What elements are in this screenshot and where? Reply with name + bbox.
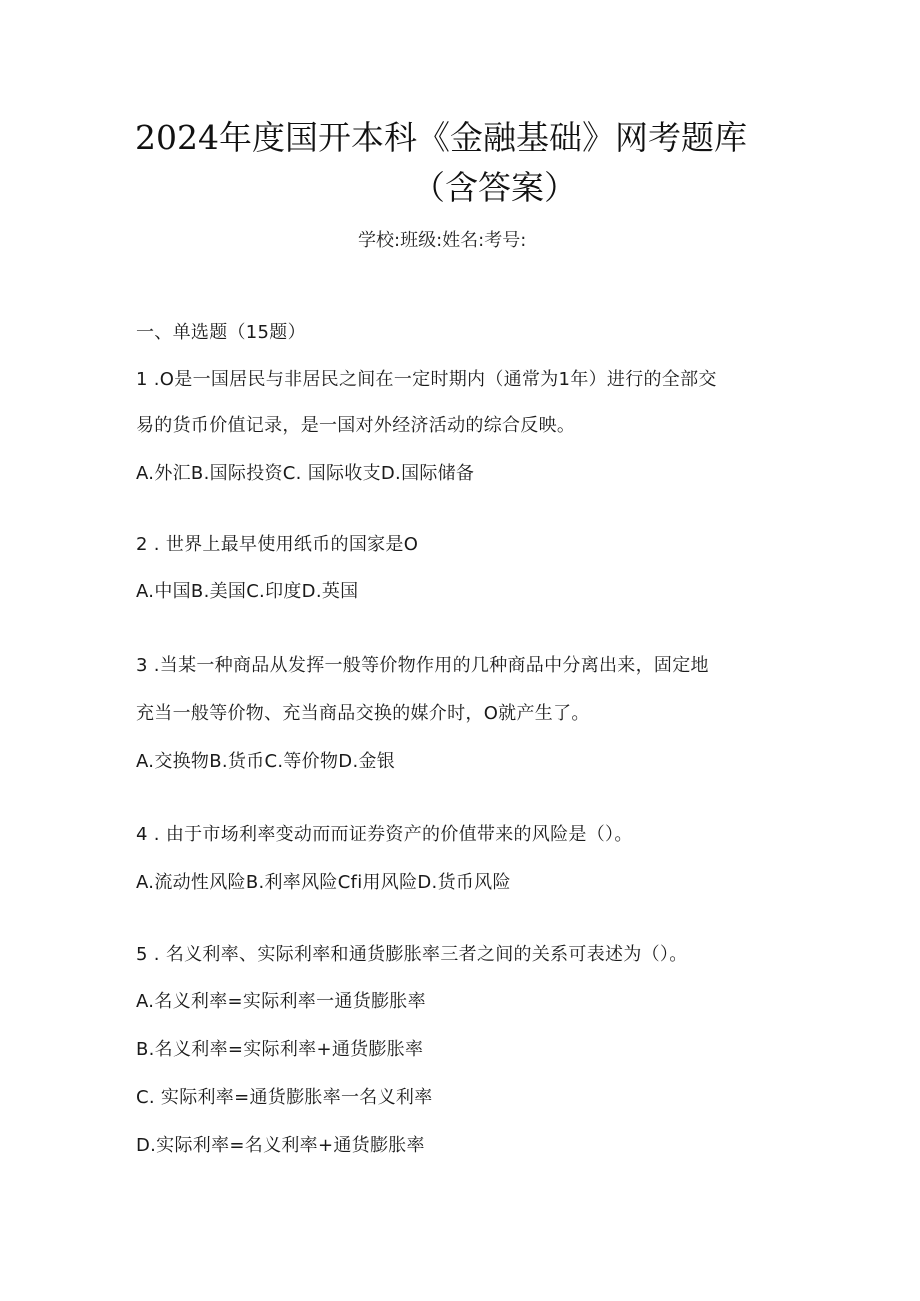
document-title-line-2: （含答案） [412,168,577,207]
question-5-option-a: A.名义利率=实际利率一通货膨胀率 [136,991,426,1012]
question-2-options: A.中国B.美国C.印度D.英国 [136,581,359,602]
question-5-option-c: C. 实际利率=通货膨胀率一名义利率 [136,1087,433,1108]
question-3-text-line-2: 充当一般等价物、充当商品交换的媒介时，O就产生了。 [136,703,590,724]
question-3-options: A.交换物B.货币C.等价物D.金银 [136,751,396,772]
question-5-option-d: D.实际利率=名义利率+通货膨胀率 [136,1135,425,1156]
question-5-option-b: B.名义利率=实际利率+通货膨胀率 [136,1039,424,1060]
question-5-text-line-1: 5 . 名义利率、实际利率和通货膨胀率三者之间的关系可表述为（）。 [136,944,688,965]
question-3-text-line-1: 3 .当某一种商品从发挥一般等价物作用的几种商品中分离出来，固定地 [136,655,709,676]
question-1-text-line-1: 1 .O是一国居民与非居民之间在一定时期内（通常为1年）进行的全部交 [136,369,717,390]
section-heading: 一、单选题（15题） [136,322,306,343]
question-4-options: A.流动性风险B.利率风险Cfi用风险D.货币风险 [136,872,511,893]
question-1-text-line-2: 易的货币价值记录，是一国对外经济活动的综合反映。 [136,415,576,436]
document-title-line-1: 2024年度国开本科《金融基础》网考题库 [135,118,747,157]
question-2-text-line-1: 2 . 世界上最早使用纸币的国家是O [136,534,419,555]
question-1-options: A.外汇B.国际投资C. 国际收支D.国际储备 [136,463,475,484]
question-4-text-line-1: 4 . 由于市场利率变动而而证券资产的价值带来的风险是（）。 [136,824,633,845]
student-info-line: 学校:班级:姓名:考号: [358,230,527,251]
